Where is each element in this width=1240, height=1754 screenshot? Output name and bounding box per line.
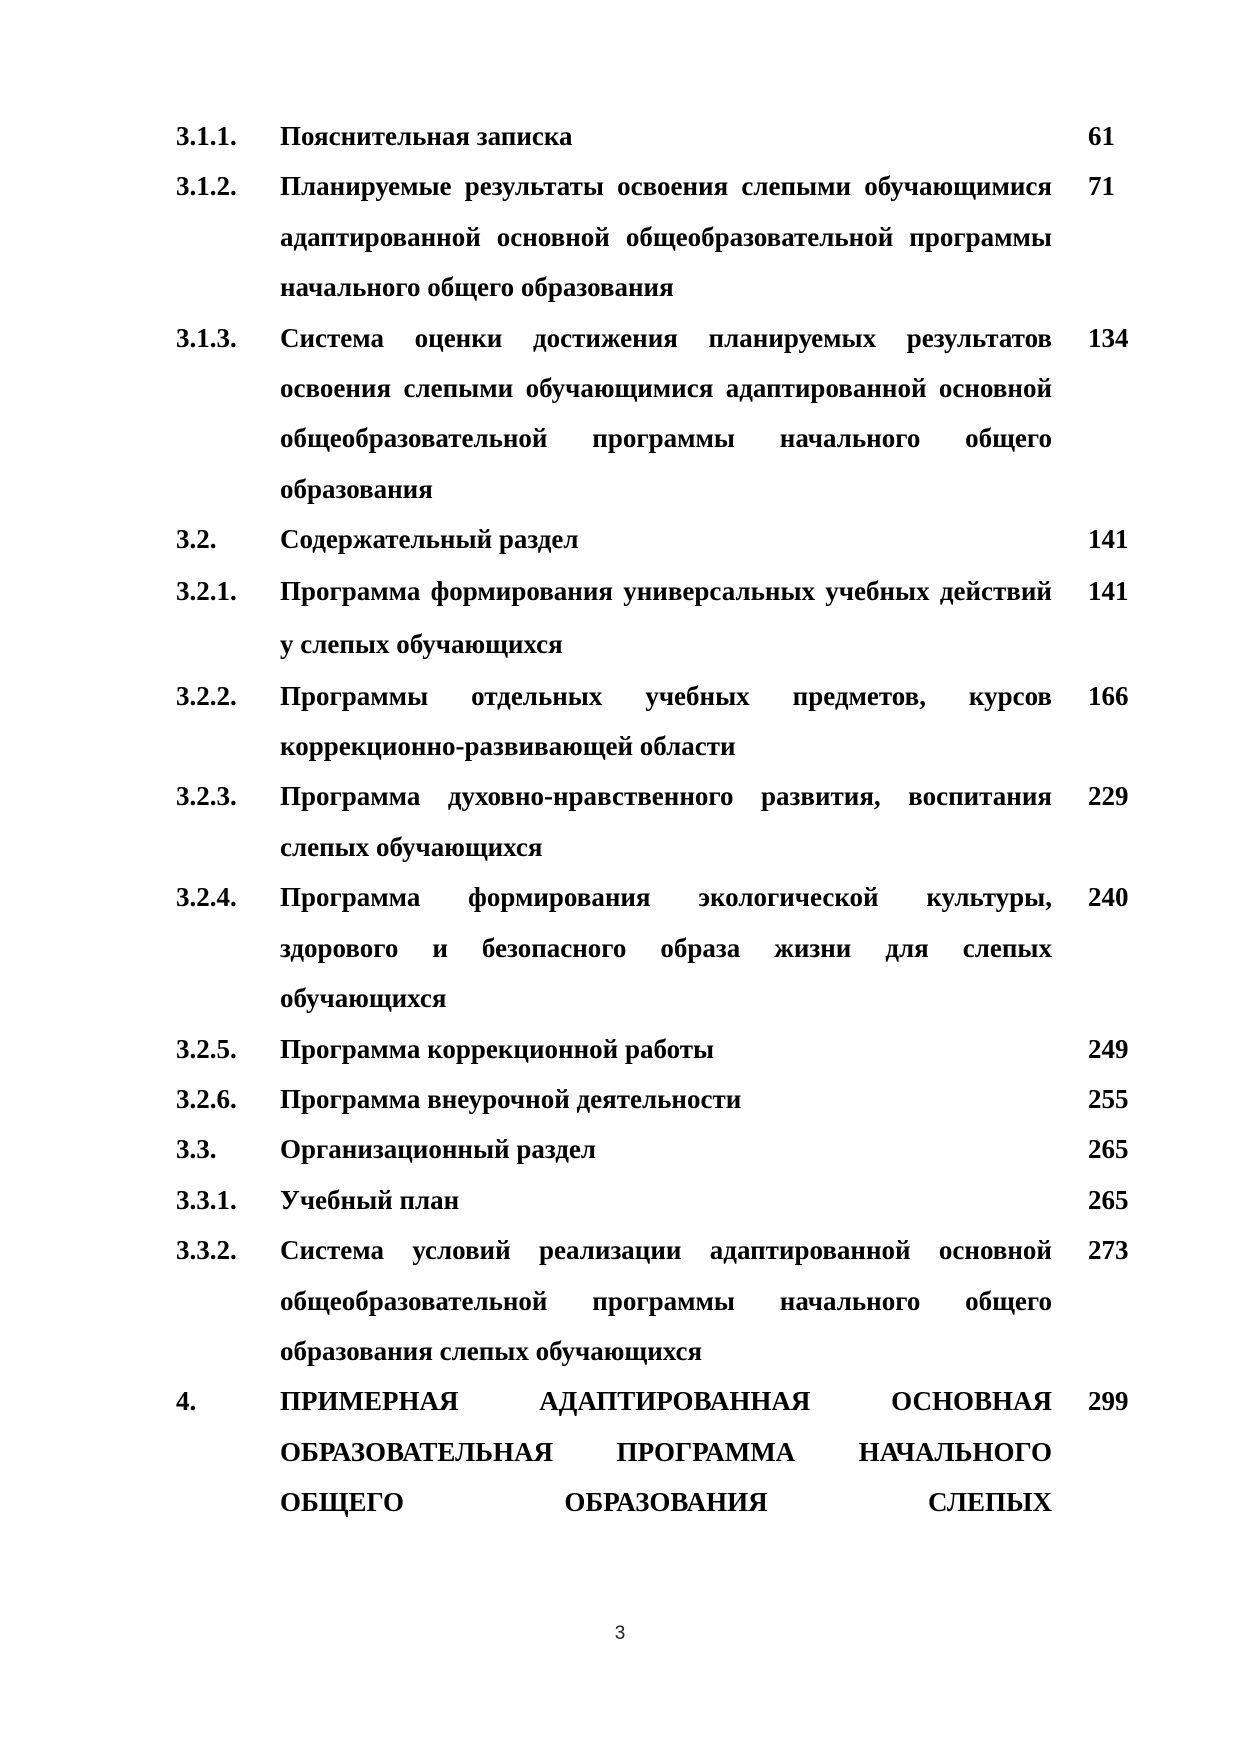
- toc-entry-page: 240: [1088, 882, 1129, 913]
- toc-entry-number: 3.3.: [176, 1134, 217, 1165]
- toc-entry-page: 249: [1088, 1033, 1129, 1064]
- toc-entry-page: 61: [1088, 121, 1115, 151]
- toc-entry-number: 3.3.1.: [176, 1184, 237, 1215]
- table-of-contents: [176, 111, 1136, 1528]
- toc-entry-title: Программа коррекционной работы: [280, 1033, 715, 1064]
- toc-entry-3-2-6: [176, 1074, 1136, 1124]
- toc-entry-title: Программа внеурочной деятельности: [280, 1083, 742, 1114]
- toc-entry-3-1-2: [176, 161, 1136, 312]
- toc-entry-title: Учебный план: [280, 1184, 460, 1215]
- toc-entry-number: 3.2.2.: [176, 680, 237, 711]
- toc-entry-title: Программа духовно-нравственного развития, воспитания слепых обучающихся: [280, 781, 1052, 862]
- toc-entry-3-2: [176, 514, 1136, 564]
- toc-entry-number: 3.3.2.: [176, 1235, 237, 1266]
- toc-entry-3-1-3: [176, 313, 1136, 515]
- toc-entry-number: 3.2.: [176, 524, 217, 555]
- toc-entry-title: Программы отдельных учебных предметов, курсов коррекционно-развивающей области: [280, 680, 1052, 762]
- toc-entry-page: 134: [1088, 322, 1129, 353]
- toc-entry-title: Планируемые результаты освоения слепыми обучающимися адаптированной основной общеобразовательной программы начального общего образования: [280, 171, 1052, 303]
- toc-entry-title: Пояснительная записка: [280, 121, 573, 151]
- toc-entry-number: 3.2.5.: [176, 1033, 237, 1064]
- toc-entry-page: 71: [1088, 171, 1115, 202]
- toc-entry-3-2-1: [176, 565, 1136, 671]
- toc-entry-3-3-1: [176, 1175, 1136, 1225]
- toc-entry-title: Программа формирования универсальных учебных действий у слепых обучающихся: [280, 575, 1052, 659]
- toc-entry-title: ПРИМЕРНАЯ АДАПТИРОВАННАЯ ОСНОВНАЯ ОБРАЗОВАТЕЛЬНАЯ ПРОГРАММА НАЧАЛЬНОГО ОБЩЕГО ОБРАЗОВАНИЯ СЛЕПЫХ: [280, 1386, 1052, 1518]
- toc-entry-number: 3.1.3.: [176, 322, 237, 353]
- toc-entry-number: 4.: [176, 1386, 197, 1417]
- toc-entry-number: 3.2.4.: [176, 882, 237, 913]
- toc-entry-page: 229: [1088, 781, 1129, 812]
- toc-entry-page: 141: [1088, 575, 1129, 606]
- toc-entry-page: 273: [1088, 1235, 1129, 1266]
- toc-entry-number: 3.1.2.: [176, 171, 237, 202]
- toc-entry-number: 3.2.1.: [176, 575, 237, 606]
- toc-entry-title: Система условий реализации адаптированной основной общеобразовательной программы начального общего образования слепых обучающихся: [280, 1235, 1052, 1366]
- toc-entry-page: 255: [1088, 1083, 1129, 1114]
- toc-entry-3-2-5: [176, 1024, 1136, 1074]
- toc-entry-title: Организационный раздел: [280, 1134, 597, 1165]
- toc-entry-number: 3.1.1.: [176, 121, 237, 151]
- toc-entry-page: 265: [1088, 1184, 1129, 1215]
- toc-entry-page: 141: [1088, 524, 1129, 555]
- toc-entry-3-3-2: [176, 1225, 1136, 1376]
- toc-entry-title: Содержательный раздел: [280, 524, 579, 555]
- toc-entry-page: 265: [1088, 1134, 1129, 1165]
- toc-entry-3-2-3: [176, 771, 1136, 872]
- page-number: 3: [614, 1623, 626, 1644]
- toc-entry-3-3: [176, 1124, 1136, 1174]
- toc-entry-title: Система оценки достижения планируемых результатов освоения слепыми обучающимися адаптированной основной общеобразовательной программы начального общего образования: [280, 322, 1052, 504]
- toc-entry-3-2-4: [176, 872, 1136, 1023]
- toc-entry-3-2-2: [176, 671, 1136, 772]
- toc-entry-page: 166: [1088, 680, 1129, 711]
- toc-entry-4: [176, 1376, 1136, 1527]
- toc-entry-page: 299: [1088, 1386, 1129, 1417]
- toc-entry-number: 3.2.6.: [176, 1083, 237, 1114]
- toc-entry-title: Программа формирования экологической культуры, здорового и безопасного образа жизни для слепых обучающихся: [280, 882, 1052, 1014]
- toc-entry-3-1-1: [176, 111, 1136, 161]
- toc-entry-number: 3.2.3.: [176, 781, 237, 812]
